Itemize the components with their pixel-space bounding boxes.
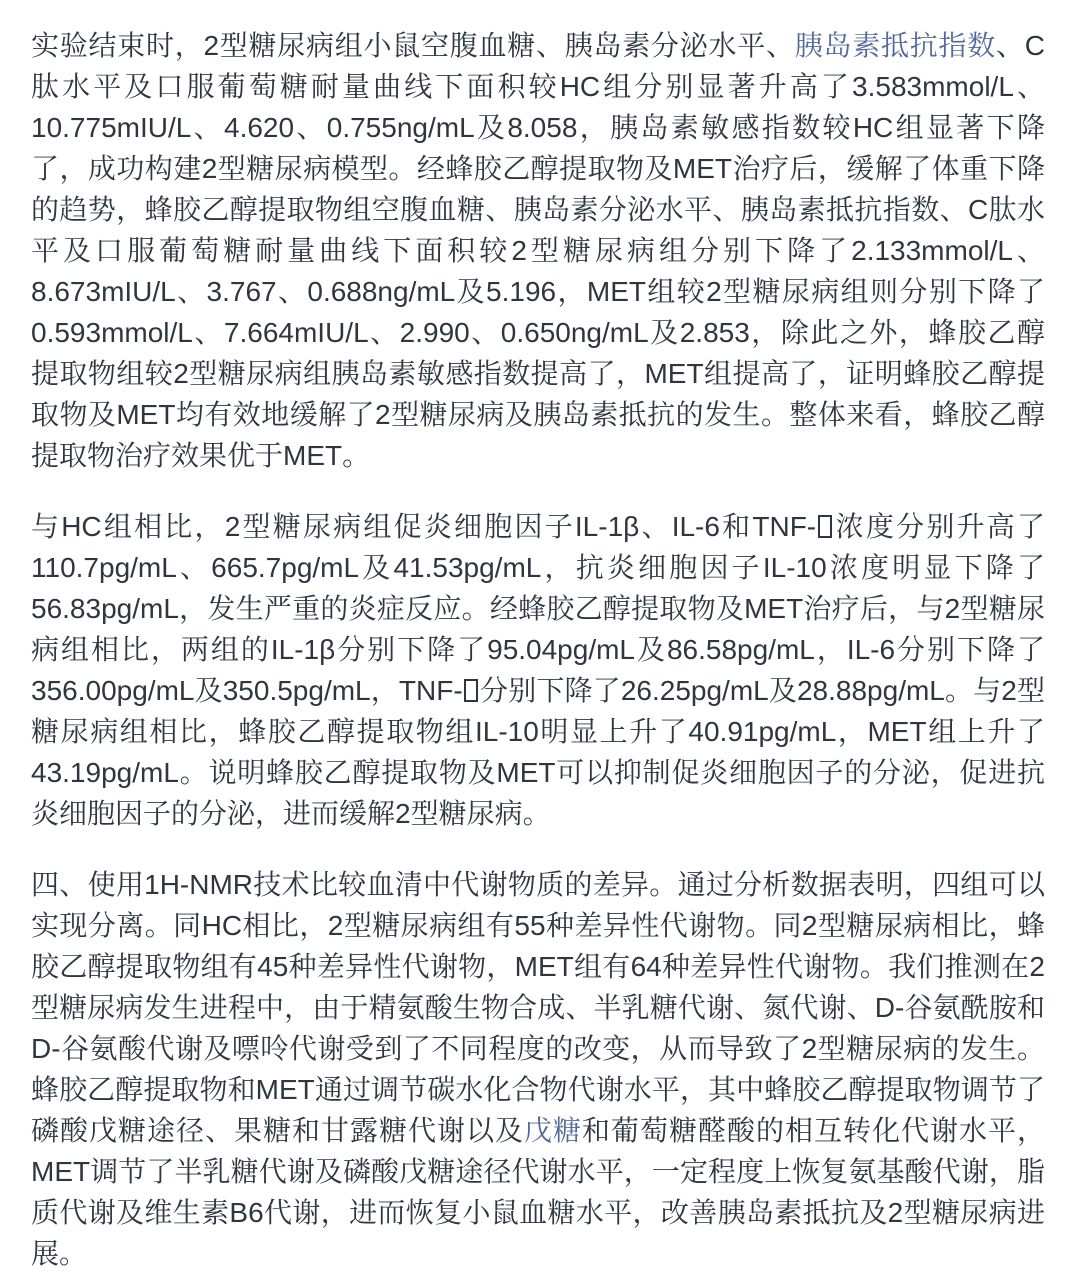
missing-glyph-box	[818, 515, 832, 538]
text-run: 和葡萄糖醛酸的相互转化代谢水平，MET调节了半乳糖代谢及磷酸戊糖途径代谢水平，一定程度上恢复氨基酸代谢，脂质代谢及维生素B6代谢，进而恢复小鼠血糖水平，改善胰岛素抵抗及2型糖尿病进展。	[31, 1115, 1045, 1269]
paragraph	[31, 506, 1045, 834]
paragraph	[31, 25, 1045, 476]
text-run: 浓度分别升高了110.7pg/mL、665.7pg/mL及41.53pg/mL，抗炎细胞因子IL-10浓度明显下降了56.83pg/mL，发生严重的炎症反应。经蜂胶乙醇提取物及MET治疗后，与2型糖尿病组相比，两组的IL-1β分别下降了95.04pg/mL及86.58pg/mL，IL-6分别下降了356.00pg/mL及350.5pg/mL，TNF-	[31, 511, 1045, 706]
inline-link[interactable]: 戊糖	[523, 1115, 582, 1146]
text-run: 分别下降了26.25pg/mL及28.88pg/mL。与2型糖尿病组相比，蜂胶乙醇提取物组IL-10明显上升了40.91pg/mL，MET组上升了43.19pg/mL。说明蜂胶乙醇提取物及MET可以抑制促炎细胞因子的分泌，促进抗炎细胞因子的分泌，进而缓解2型糖尿病。	[31, 675, 1045, 829]
paragraph	[31, 864, 1045, 1274]
missing-glyph-box	[464, 679, 478, 702]
text-run: 四、使用1H-NMR技术比较血清中代谢物质的差异。通过分析数据表明，四组可以实现分离。同HC相比，2型糖尿病组有55种差异性代谢物。同2型糖尿病相比，蜂胶乙醇提取物组有45种差异性代谢物，MET组有64种差异性代谢物。我们推测在2型糖尿病发生进程中，由于精氨酸生物合成、半乳糖代谢、氮代谢、D-谷氨酰胺和D-谷氨酸代谢及嘌呤代谢受到了不同程度的改变，从而导致了2型糖尿病的发生。蜂胶乙醇提取物和MET通过调节碳水化合物代谢水平，其中蜂胶乙醇提取物调节了磷酸戊糖途径、果糖和甘露糖代谢以及	[31, 869, 1045, 1146]
inline-link[interactable]: 胰岛素抵抗指数	[794, 30, 997, 61]
text-run: 实验结束时，2型糖尿病组小鼠空腹血糖、胰岛素分泌水平、	[31, 30, 795, 61]
text-run: 与HC组相比，2型糖尿病组促炎细胞因子IL-1β、IL-6和TNF-	[31, 511, 817, 542]
text-run: 、C肽水平及口服葡萄糖耐量曲线下面积较HC组分别显著升高了3.583mmol/L、10.775mIU/L、4.620、0.755ng/mL及8.058，胰岛素敏感指数较HC组显著下降了，成功构建2型糖尿病模型。经蜂胶乙醇提取物及MET治疗后，缓解了体重下降的趋势，蜂胶乙醇提取物组空腹血糖、胰岛素分泌水平、胰岛素抵抗指数、C肽水平及口服葡萄糖耐量曲线下面积较2型糖尿病组分别下降了2.133mmol/L、8.673mIU/L、3.767、0.688ng/mL及5.196，MET组较2型糖尿病组则分别下降了0.593mmol/L、7.664mIU/L、2.990、0.650ng/mL及2.853，除此之外，蜂胶乙醇提取物组较2型糖尿病组胰岛素敏感指数提高了，MET组提高了，证明蜂胶乙醇提取物及MET均有效地缓解了2型糖尿病及胰岛素抵抗的发生。整体来看，蜂胶乙醇提取物治疗效果优于MET。	[31, 30, 1045, 471]
